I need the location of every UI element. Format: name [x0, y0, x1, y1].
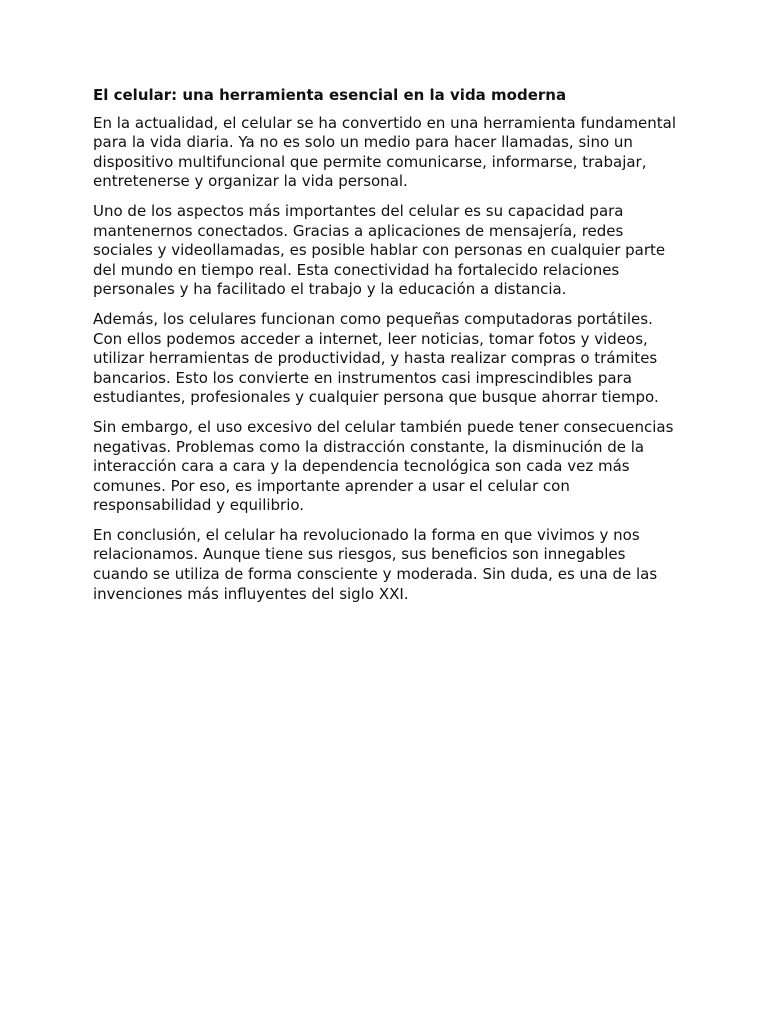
paragraph-connectivity: Uno de los aspectos más importantes del celular es su capacidad para mantenernos conectados. Gracias a aplicaciones de mensajería, redes sociales y videollamadas, es posible hablar con personas en cualquier parte del mundo en tiempo real. Esta conectividad ha fortalecido relaciones personales y ha facilitado el trabajo y la educación a distancia.: [93, 201, 666, 299]
document-body: [93, 86, 683, 614]
paragraph-introduction: En la actualidad, el celular se ha convertido en una herramienta fundamental para la vida diaria. Ya no es solo un medio para hacer llamadas, sino un dispositivo multifuncional que permite comunicarse, informarse, trabajar, entretenerse y organizar la vida personal.: [93, 113, 677, 191]
paragraph-portable-computers: Además, los celulares funcionan como pequeñas computadoras portátiles. Con ellos podemos acceder a internet, leer noticias, tomar fotos y videos, utilizar herramientas de productividad, y hasta realizar compras o trámites bancarios. Esto los convierte en instrumentos casi imprescindibles para estudiantes, profesionales y cualquier persona que busque ahorrar tiempo.: [93, 309, 659, 407]
document-title: El celular: una herramienta esencial en la vida moderna: [93, 86, 567, 104]
paragraph-conclusion: En conclusión, el celular ha revolucionado la forma en que vivimos y nos relacionamos. Aunque tiene sus riesgos, sus beneficios son innegables cuando se utiliza de forma consciente y moderada. Sin duda, es una de las invenciones más influyentes del siglo XXI.: [93, 525, 658, 603]
paragraph-negative-consequences: Sin embargo, el uso excesivo del celular también puede tener consecuencias negativas. Problemas como la distracción constante, la disminución de la interacción cara a cara y la dependencia tecnológica son cada vez más comunes. Por eso, es importante aprender a usar el celular con responsabilidad y equilibrio.: [93, 417, 674, 515]
